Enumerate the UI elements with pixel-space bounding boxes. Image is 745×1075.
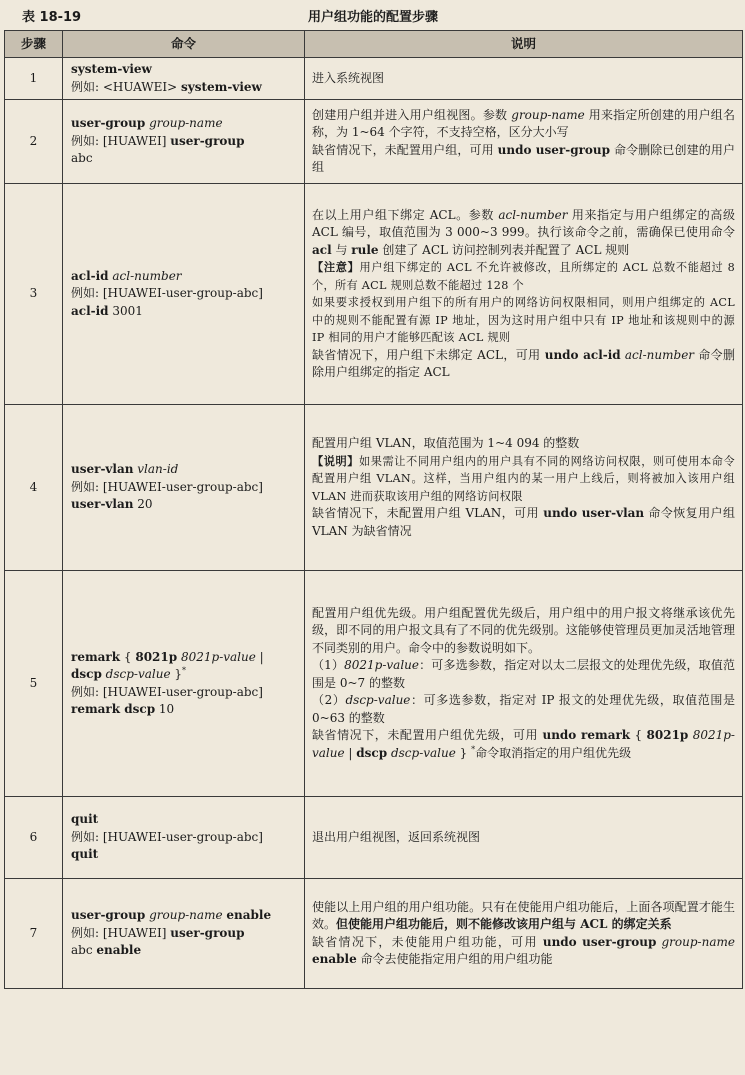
command-example: system-view — [181, 79, 262, 94]
description-text: * — [471, 744, 476, 754]
command-example: quit — [71, 847, 99, 862]
description-cell — [305, 405, 743, 571]
description-emphasis: 但使能用户组功能后，则不能修改该用户组与 ACL 的绑定关系 — [336, 917, 672, 931]
note-text: 用户组下绑定的 ACL 不允许被修改，且所绑定的 ACL 总数不能超过 8 个，所有 ACL 规则总数不能超过 128 个 — [312, 261, 736, 292]
command-cell — [63, 58, 305, 100]
command-example-prefix: 例如: [HUAWEI-user-group-abc] — [71, 479, 263, 494]
note-block — [312, 261, 735, 344]
description-param: dscp-value — [345, 693, 411, 708]
undo-param: 8021p-value — [312, 728, 735, 760]
command-keyword: dscp — [71, 667, 102, 681]
command-param: acl-number — [112, 268, 182, 283]
description-text: 使能以上用户组的用户组功能。只有在使能用户组功能后，上面各项配置才能生效。 — [312, 899, 735, 931]
description-text: 缺省情况下，用户组下未绑定 ACL，可用 — [312, 347, 545, 362]
command-name: quit — [71, 812, 99, 827]
command-syntax: | — [255, 649, 264, 664]
undo-command: undo user-vlan — [543, 506, 645, 520]
step-number: 4 — [5, 405, 63, 571]
command-example-suffix: abc — [71, 943, 97, 958]
description-text: 创建了 ACL 访问控制列表并配置了 ACL 规则 — [378, 242, 630, 257]
command-keyword: enable — [226, 908, 272, 923]
undo-keyword: 8021p — [646, 728, 689, 743]
description-param: group-name — [511, 107, 585, 122]
description-text: 配置用户组 VLAN，取值范围为 1~4 094 的整数 — [312, 436, 580, 450]
table-row — [5, 879, 743, 989]
description-text: 配置用户组优先级。用户组配置优先级后，用户组中的用户报文将继承该优先级，即不同的用户报文具有了不同的优先级别。这能够使管理员更加灵活地管理不同类别的用户。命令中的参数说明如下。 — [312, 605, 735, 655]
command-example-prefix: 例如: [HUAWEI-user-group-abc] — [71, 829, 263, 844]
table-number: 表 18-19 — [22, 10, 82, 25]
command-name: user-vlan — [71, 462, 134, 477]
command-example: user-group — [170, 133, 245, 148]
undo-command: undo user-group — [542, 934, 657, 949]
description-text: 缺省情况下，未配置用户组 VLAN，可用 — [312, 506, 544, 520]
description-text: } — [455, 745, 472, 760]
description-param: 8021p-value — [344, 658, 419, 673]
description-cell — [305, 571, 743, 797]
description-text: 命令去使能指定用户组的用户组功能 — [356, 952, 553, 966]
table-title: 用户组功能的配置步骤 — [308, 10, 439, 25]
description-text: 用来指定与用户组绑定的高级 ACL 编号，取值范围为 3 000~3 999。执行该命令之前，需确保已使用命令 — [312, 207, 735, 239]
step-number: 7 — [5, 879, 63, 989]
table-row — [5, 405, 743, 571]
description-text: 命令删除用户组绑定的指定 ACL — [312, 347, 735, 379]
description-cell — [305, 100, 743, 184]
note-text: 如果需让不同用户组内的用户具有不同的网络访问权限，则可使用本命令配置用户组 VLAN。这样，当用户组内的某一用户上线后，则将被加入该用户组 VLAN 进而获取该用户组的网络访问权限 — [312, 454, 735, 503]
description-text: ：可多选参数，指定对 IP 报文的处理优先级，取值范围是 0~63 的整数 — [312, 693, 735, 725]
undo-keyword: enable — [312, 952, 357, 966]
description-text: 缺省情况下，未使能用户组功能，可用 — [312, 934, 543, 949]
command-param: group-name — [149, 116, 223, 131]
description-text: 缺省情况下，未配置用户组优先级，可用 — [312, 728, 543, 743]
command-name: remark — [71, 649, 121, 664]
note-tag: 【注意】 — [312, 260, 360, 274]
config-steps-table — [4, 30, 743, 989]
command-param: 8021p-value — [180, 649, 256, 664]
command-name: user-group — [71, 116, 146, 131]
step-number: 2 — [5, 100, 63, 184]
description-text: { — [634, 728, 647, 743]
description-cell — [305, 184, 743, 405]
command-example-prefix: 例如: [HUAWEI-user-group-abc] — [71, 684, 263, 699]
header-command: 命令 — [63, 31, 305, 58]
undo-command: undo acl-id — [544, 347, 621, 362]
table-row — [5, 100, 743, 184]
command-name: system-view — [71, 62, 152, 76]
command-param: group-name — [149, 908, 223, 923]
table-row — [5, 184, 743, 405]
command-name: user-group — [71, 908, 146, 923]
command-example-prefix: 例如: [HUAWEI] — [71, 925, 171, 940]
description-cell: 进入系统视图 — [305, 58, 743, 100]
header-description: 说明 — [305, 31, 743, 58]
step-number: 6 — [5, 797, 63, 879]
command-example-prefix: 例如: [HUAWEI-user-group-abc] — [71, 286, 263, 301]
description-text: ：可多选参数，指定对以太二层报文的处理优先级，取值范围是 0~7 的整数 — [312, 658, 735, 690]
command-example-prefix: 例如: [HUAWEI] — [71, 133, 171, 148]
command-cell — [63, 405, 305, 571]
command-cell — [63, 100, 305, 184]
command-cell — [63, 797, 305, 879]
undo-command: undo remark — [542, 728, 631, 743]
inline-command: rule — [351, 242, 379, 257]
command-keyword: 8021p — [135, 649, 178, 664]
description-text: 在以上用户组下绑定 ACL。参数 — [312, 207, 499, 222]
command-syntax: { — [120, 649, 136, 664]
command-syntax: * — [182, 666, 187, 675]
undo-keyword: dscp — [356, 745, 388, 760]
command-example: user-group — [170, 925, 245, 940]
command-example-suffix: 20 — [133, 497, 153, 512]
command-example: acl-id — [71, 303, 109, 318]
table-header-row — [5, 31, 743, 58]
table-caption — [0, 0, 745, 30]
command-syntax: } — [170, 667, 183, 681]
command-example-suffix: 3001 — [108, 303, 143, 318]
description-text: 创建用户组并进入用户组视图。参数 — [312, 107, 512, 122]
description-text: | — [344, 745, 357, 760]
description-text: 命令取消指定的用户组优先级 — [475, 745, 632, 760]
command-example-suffix: 10 — [155, 702, 175, 716]
command-param: dscp-value — [105, 667, 171, 681]
description-text: 与 — [331, 242, 352, 257]
description-text: （1） — [312, 658, 345, 673]
undo-command: undo user-group — [497, 142, 611, 157]
description-cell — [305, 879, 743, 989]
description-text: 缺省情况下，未配置用户组，可用 — [312, 142, 498, 157]
step-number: 3 — [5, 184, 63, 405]
description-text: 命令删除已创建的用户组 — [312, 142, 735, 174]
command-example-prefix: 例如: <HUAWEI> — [71, 79, 182, 94]
note-tag: 【说明】 — [312, 453, 360, 468]
step-number: 5 — [5, 571, 63, 797]
table-row — [5, 797, 743, 879]
description-text: 用来指定所创建的用户组名称，为 1~64 个字符，不支持空格，区分大小写 — [312, 107, 735, 139]
description-text: 命令恢复用户组 VLAN 为缺省情况 — [312, 506, 735, 538]
undo-param: group-name — [661, 934, 735, 949]
note-text: 如果要求授权到用户组下的所有用户的网络访问权限相同，则用户组绑定的 ACL 中的规则不能配置有源 IP 地址，因为这时用户组中只有 IP 地址和该规则中的源 IP 相同的用户才能够匹配该 ACL 规则 — [312, 296, 735, 344]
description-cell: 退出用户组视图，返回系统视图 — [305, 797, 743, 879]
undo-param: dscp-value — [390, 745, 456, 760]
header-step: 步骤 — [5, 31, 63, 58]
description-param: acl-number — [498, 207, 568, 222]
step-number: 1 — [5, 58, 63, 100]
command-example: user-vlan — [71, 497, 134, 512]
command-cell — [63, 184, 305, 405]
inline-command: acl — [312, 242, 332, 257]
command-cell — [63, 571, 305, 797]
command-example: enable — [96, 943, 142, 958]
command-name: acl-id — [71, 268, 109, 283]
table-row — [5, 571, 743, 797]
note-block — [312, 455, 735, 503]
table-row — [5, 58, 743, 100]
command-example-suffix: abc — [71, 151, 93, 166]
description-text: （2） — [312, 693, 346, 708]
command-param: vlan-id — [137, 462, 179, 477]
command-cell — [63, 879, 305, 989]
undo-param: acl-number — [624, 347, 695, 362]
command-example: remark dscp — [71, 702, 156, 716]
